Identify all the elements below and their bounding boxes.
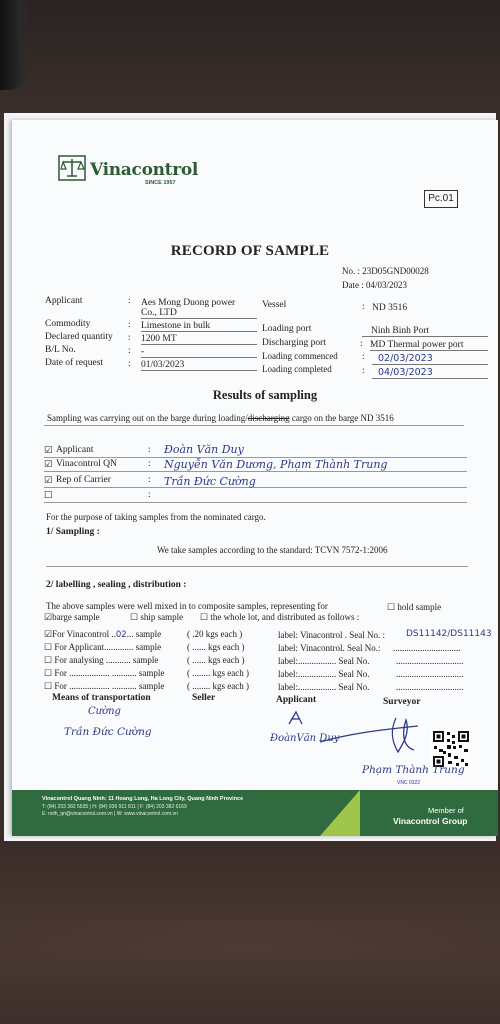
dist-kgs: ( ........ kgs each ) [187, 681, 249, 691]
record-date-label: Date : [342, 280, 364, 290]
dist-kgs-value: ( .20 kgs each ) [187, 629, 243, 639]
dist-kgs [187, 629, 242, 639]
colon: : [128, 359, 131, 369]
ship-sample-label: ship sample [140, 612, 184, 622]
dist-kgs: ( ...... kgs each ) [187, 655, 245, 665]
dist-sample: ........... sample [111, 681, 165, 691]
commodity-label: Commodity [45, 319, 91, 329]
checkbox-empty-icon: ☐ [130, 612, 139, 622]
loading-completed-value: 04/03/2023 [372, 367, 488, 379]
dist-seal: .............................. [393, 643, 461, 653]
dist-for: ☐ For Applicant............. [44, 642, 134, 652]
colon: : [362, 302, 365, 312]
checkbox-checked-icon: ☑ [44, 476, 53, 486]
dist-label: label:................. Seal No. [278, 669, 370, 679]
party-label: Rep of Carrier [56, 475, 111, 485]
logo-since: SINCE 1957 [145, 180, 176, 186]
dist-kgs: ( ........ kgs each ) [187, 668, 249, 678]
surveyor-code: VNC 0322 [397, 780, 421, 786]
record-date-value: 04/03/2023 [366, 280, 408, 290]
transport-signature-name: Trần Đức Cường [64, 726, 152, 738]
quantity-value: 1200 MT [141, 334, 257, 345]
party-row-carrier [44, 475, 467, 488]
record-number-label: No. : [342, 266, 360, 276]
footer-member-of: Member of [428, 806, 464, 815]
vessel-label: Vessel [262, 300, 287, 310]
colon: : [362, 352, 365, 362]
record-number-value: 23D05GND00028 [362, 266, 429, 276]
dist-sample: ........... sample [105, 655, 159, 665]
sampling-standard: We take samples according to the standard: TCVN 7572-1:2006 [157, 545, 388, 555]
ship-sample-option [130, 612, 183, 623]
colon: : [128, 333, 131, 343]
footer-accent [320, 790, 360, 836]
dist-label: label:................. Seal No. [278, 656, 370, 666]
discharging-port-label: Discharging port [262, 338, 326, 348]
surveyor-signature-name: Phạm Thành Trung [362, 764, 465, 776]
dist-row-other-2 [44, 681, 164, 692]
barge-sample-label: barge sample [52, 612, 100, 622]
dist-sample: sample [135, 642, 162, 652]
transport-signature: Cường [88, 706, 121, 717]
surveyor-label: Surveyor [383, 697, 421, 707]
logo-text: Vinacontrol [90, 160, 199, 180]
dist-kgs: ( ...... kgs each ) [187, 642, 245, 652]
dist-row-analysing [44, 655, 158, 666]
applicant-signature-mark [286, 708, 306, 728]
party-row-vinacontrol [44, 459, 467, 472]
mixed-text: The above samples were well mixed in to composite samples, representing for [46, 601, 328, 611]
dist-seal: .............................. [396, 669, 464, 679]
loading-commenced-value: 02/03/2023 [372, 353, 488, 365]
dist-row-other-1 [44, 668, 164, 679]
dist-row-applicant [44, 642, 161, 653]
bl-label: B/L No. [45, 345, 76, 355]
dist-count: 02 [115, 630, 127, 640]
transport-label: Means of transportation [52, 693, 151, 703]
scales-logo-icon [58, 155, 86, 181]
phone-edge [0, 0, 30, 90]
applicant-label: Applicant [45, 296, 83, 306]
barge-sample-option [44, 612, 100, 623]
colon: : [360, 339, 363, 349]
checkbox-checked-icon: ☑ [44, 446, 53, 456]
discharging-port-value: MD Thermal power port [370, 340, 488, 351]
loading-port-label: Loading port [262, 324, 312, 334]
results-title: Results of sampling [212, 388, 318, 402]
loading-commenced-label: Loading commenced [262, 351, 338, 361]
whole-lot-option [200, 612, 359, 623]
commodity-value: Limestone in bulk [141, 321, 257, 332]
party-name: Trần Đức Cường [164, 475, 256, 488]
record-number [342, 266, 429, 276]
applicant-signature-name: ĐoànVăn Duy [270, 733, 340, 744]
colon: : [128, 346, 131, 356]
form-code: Pc.01 [424, 190, 458, 208]
dist-seal: DS11142/DS11143 [406, 629, 492, 639]
hold-sample-label: hold sample [397, 602, 442, 612]
checkbox-empty-icon: ☐ [387, 602, 396, 612]
dist-sample: ........... sample [111, 668, 165, 678]
party-label: Vinacontrol QN [56, 459, 117, 469]
colon: : [148, 475, 151, 485]
party-name: Đoàn Văn Duy [164, 443, 244, 456]
sampling-statement-suffix: cargo on the barge ND 3516 [289, 413, 394, 423]
footer-email: E: nvth_qn@vinacontrol.com.vn | W: www.vinacontrol.com.vn [42, 811, 178, 817]
dist-for: ☐ For analysing [44, 655, 104, 665]
colon: : [362, 366, 365, 376]
request-date-label: Date of request [45, 358, 104, 368]
dist-label: label: Vinacontrol . Seal No. : [278, 630, 386, 640]
colon: : [128, 296, 131, 306]
party-name: Nguyễn Văn Dương, Phạm Thành Trung [164, 458, 388, 471]
applicant-value-2: Co., LTD [141, 308, 257, 319]
vessel-value: ND 3516 [372, 303, 408, 313]
footer-group: Vinacontrol Group [393, 816, 468, 826]
dist-for: ☐ For .................. [44, 668, 110, 678]
qr-code-icon [431, 729, 471, 769]
checkbox-checked-icon: ☑ [44, 460, 53, 470]
document-title: RECORD OF SAMPLE [170, 243, 330, 259]
dist-for: ☑For Vinacontrol .. [44, 629, 116, 639]
sampling-statement-struck: discharging [247, 413, 290, 423]
colon: : [148, 490, 151, 500]
party-row-applicant [44, 445, 467, 458]
labelling-heading: 2/ labelling , sealing , distribution : [46, 580, 187, 590]
dist-row-vinacontrol [44, 629, 161, 640]
loading-completed-label: Loading completed [262, 364, 332, 374]
quantity-label: Declared quantity [45, 332, 113, 342]
applicant-sign-label: Applicant [276, 695, 317, 705]
sampling-statement [44, 413, 464, 426]
checkbox-empty-icon: ☐ [200, 612, 209, 622]
dist-for: ☐ For .................. [44, 681, 110, 691]
sampling-heading: 1/ Sampling : [46, 527, 100, 537]
dist-sample: ... sample [126, 629, 162, 639]
party-label: Applicant [56, 445, 94, 455]
divider [46, 566, 468, 567]
loading-port-value: Ninh Binh Port [362, 326, 488, 337]
dist-seal: .............................. [396, 656, 464, 666]
request-date-value: 01/03/2023 [141, 360, 257, 371]
sampling-statement-prefix: Sampling was carrying out on the barge during loading/ [47, 413, 248, 423]
dist-label: label:................. Seal No. [278, 682, 370, 692]
colon: : [128, 320, 131, 330]
whole-lot-label: the whole lot, and distributed as follows : [210, 612, 360, 622]
bl-value: - [141, 347, 257, 358]
dist-seal: .............................. [396, 682, 464, 692]
background-stripe [0, 920, 500, 960]
purpose-text: For the purpose of taking samples from the nominated cargo. [46, 512, 266, 522]
colon: : [148, 459, 151, 469]
colon: : [148, 445, 151, 455]
background-top [0, 0, 500, 120]
checkbox-empty-icon: ☐ [44, 491, 53, 501]
checkbox-checked-icon: ☑ [44, 612, 53, 622]
party-row-empty [44, 490, 467, 503]
hold-sample-option [387, 602, 441, 613]
footer-phones: T: (84) 203 382 5535 | H: (84) 936 911 811 | F: (84) 203 382 6169 [42, 804, 187, 810]
surveyor-signature [318, 712, 428, 760]
dist-label: label: Vinacontrol. Seal No.: [278, 643, 381, 653]
applicant-value-1: Aes Mong Duong power [141, 298, 236, 308]
seller-label: Seller [192, 693, 216, 703]
footer-company: Vinacontrol Quang Ninh: 11 Hoang Long, Ha Long City, Quang Ninh Province [42, 796, 244, 802]
record-date [342, 280, 407, 290]
